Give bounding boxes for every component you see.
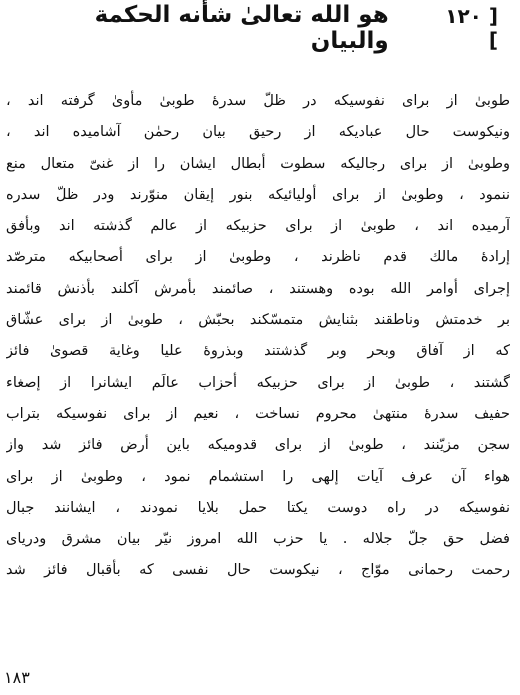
text-line: نفوسیكه در راه دوست یكتا حمل بلایا نمودند ، ایشانند جبال — [6, 499, 510, 516]
text-line: هواء آن عرف آیات إلهی را استشمام نمود ، وطوبیٰ از برای — [6, 468, 510, 485]
text-line: رحمت رحمانی موّاج ، نیكوست حال نفسی كه بأقبال فائز شد — [6, 562, 510, 579]
text-line: وطوبیٰ از برای رجالیكه سطوت أبطال ایشان را از غنیّ متعال منع — [6, 155, 510, 172]
text-line: فضل حق جلّ جلاله . یا حزب الله امروز نیّر بیان مشرق ودریای — [6, 531, 510, 548]
page-header — [28, 2, 506, 54]
text-line: إجرای أوامر الله بوده وهستند ، صائمند بأمرش آكلند بأذنش قائمند — [6, 280, 510, 297]
text-line: ونیكوست حال عبادیكه از رحیق بیان رحمٰن آشامیده اند ، — [6, 124, 510, 141]
text-line: بر خدمتش وناطقند بثنایش متمسّكند بحبّش ، طوبیٰ از برای عشّاق — [6, 312, 510, 329]
text-line: سجن مزیّنند ، طوبیٰ از برای قدومیكه باین أرض فائز شد واز — [6, 437, 510, 454]
page-title: هو الله تعالیٰ شأنه الحكمة والبيان — [94, 2, 389, 54]
page-number: ١٨٣ — [4, 668, 30, 687]
text-line: آرمیده اند ، طوبیٰ از برای حزبیكه از عالم گذشته اند وبأفق — [6, 218, 510, 235]
text-line: حفیف سدرهٔ منتهیٰ محروم نساخت ، نعیم از برای نفوسیكه بتراب — [6, 405, 510, 422]
text-line: طوبیٰ از برای نفوسیكه در ظلّ سدرهٔ طوبیٰ مأویٰ گرفته اند ، — [6, 93, 510, 109]
text-line: ننمود ، وطوبیٰ از برای أولیائیكه بنور إیقان منوّرند ودر ظلّ سدره — [6, 186, 510, 203]
body-text — [6, 86, 510, 587]
tablet-number: [ ١٢٠ ] — [445, 4, 498, 52]
text-line: كه از آفاق وبحر وبر گذشتند وبذروهٔ علیا وغایة قصویٰ فائز — [6, 343, 510, 360]
text-line: گشتند ، طوبیٰ از برای حزبیكه أحزاب عالَم ایشانرا از إصغاء — [6, 374, 510, 391]
text-line: إرادهٔ مالك قدم ناظرند ، وطوبیٰ از برای أصحابیكه مترصّد — [6, 249, 510, 266]
